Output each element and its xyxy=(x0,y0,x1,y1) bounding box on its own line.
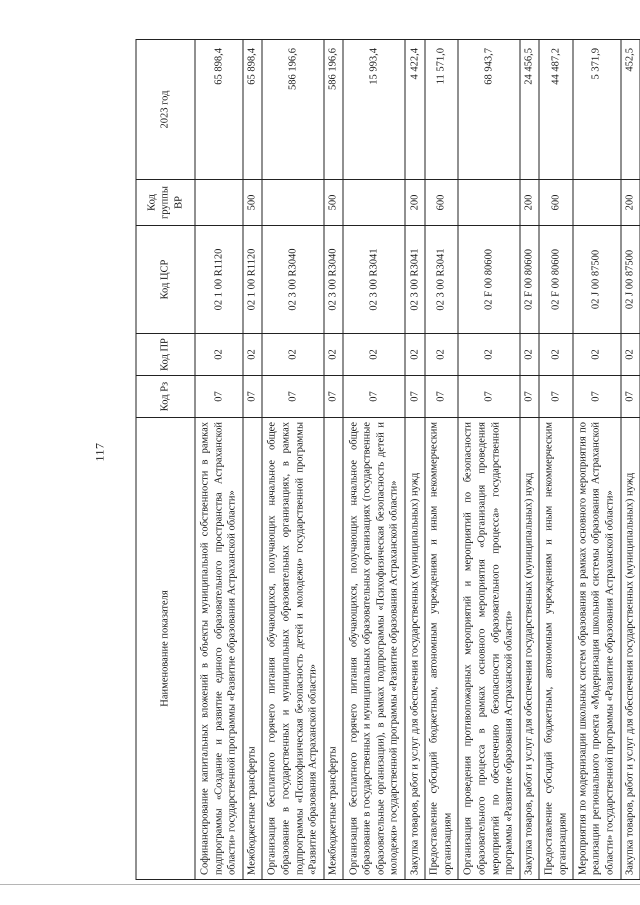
row-pr: 02 xyxy=(539,334,573,376)
row-amount: 5 371,9 xyxy=(573,40,621,180)
row-vr: 200 xyxy=(405,180,424,226)
row-amount: 586 196,6 xyxy=(262,40,324,180)
header-year: 2023 год xyxy=(136,40,195,180)
budget-table xyxy=(136,39,640,880)
row-amount: 68 943,7 xyxy=(458,40,520,180)
table-row xyxy=(458,40,520,880)
row-rz: 07 xyxy=(343,376,405,418)
page-number: 117 xyxy=(92,442,107,462)
row-pr: 02 xyxy=(458,334,520,376)
row-rz: 07 xyxy=(458,376,520,418)
table-row xyxy=(324,40,343,880)
table-row xyxy=(243,40,262,880)
scan-edge-line xyxy=(0,884,640,885)
row-name: Предоставление субсидий бюджетным, автономным учреждениям и иным некоммерческим организациям xyxy=(425,418,459,880)
row-rz: 07 xyxy=(195,376,243,418)
row-csr: 02 3 00 R3040 xyxy=(262,226,324,334)
row-vr: 200 xyxy=(621,180,640,226)
row-vr xyxy=(458,180,520,226)
row-name: Предоставление субсидий бюджетным, автономным учреждениям и иным некоммерческим организациям xyxy=(539,418,573,880)
row-rz: 07 xyxy=(520,376,539,418)
table-row xyxy=(621,40,640,880)
row-pr: 02 xyxy=(343,334,405,376)
table-row xyxy=(520,40,539,880)
header-rz: Код Рз xyxy=(136,376,195,418)
row-amount: 65 898,4 xyxy=(243,40,262,180)
row-amount: 24 456,5 xyxy=(520,40,539,180)
row-amount: 44 487,2 xyxy=(539,40,573,180)
row-name: Закупка товаров, работ и услуг для обеспечения государственных (муниципальных) нужд xyxy=(621,418,640,880)
row-amount: 65 898,4 xyxy=(195,40,243,180)
row-csr: 02 F 00 80600 xyxy=(458,226,520,334)
row-amount: 15 993,4 xyxy=(343,40,405,180)
row-name: Организация бесплатного горячего питания обучающихся, получающих начальное общее образование в государственных и муниципальных образовательных организациях, в рамках подпрограммы «Психофизическая безопасность детей и молодежи» государственной программы «Развитие образования Астраханской области» xyxy=(262,418,324,880)
row-pr: 02 xyxy=(621,334,640,376)
row-vr: 200 xyxy=(520,180,539,226)
row-pr: 02 xyxy=(405,334,424,376)
table-header-row xyxy=(136,40,195,880)
row-rz: 07 xyxy=(405,376,424,418)
row-amount: 452,5 xyxy=(621,40,640,180)
row-csr: 02 F 00 80600 xyxy=(520,226,539,334)
row-csr: 02 3 00 R3041 xyxy=(425,226,459,334)
row-name: Софинансирование капитальных вложений в объекты муниципальной собственности в рамках подпрограммы «Создание и развитие единого образовательного пространства Астраханской области» государственной программы «Развитие образования Астраханской области» xyxy=(195,418,243,880)
row-amount: 586 196,6 xyxy=(324,40,343,180)
table-row xyxy=(573,40,621,880)
row-csr: 02 1 00 R1120 xyxy=(195,226,243,334)
row-csr: 02 3 00 R3040 xyxy=(324,226,343,334)
table-row xyxy=(405,40,424,880)
row-name: Организация бесплатного горячего питания обучающихся, получающих начальное общее образование в государственных и муниципальных образовательных организациях (государственные образовательные организации), в рамках подпрограммы «Психофизическая безопасность детей и молодежи» государственной программы «Развитие образования Астраханской области» xyxy=(343,418,405,880)
table-row xyxy=(343,40,405,880)
row-amount: 4 422,4 xyxy=(405,40,424,180)
table-row xyxy=(539,40,573,880)
row-pr: 02 xyxy=(243,334,262,376)
row-name: Закупка товаров, работ и услуг для обеспечения государственных (муниципальных) нужд xyxy=(520,418,539,880)
row-rz: 07 xyxy=(621,376,640,418)
row-vr xyxy=(195,180,243,226)
header-name: Наименование показателя xyxy=(136,418,195,880)
row-rz: 07 xyxy=(539,376,573,418)
row-rz: 07 xyxy=(243,376,262,418)
row-name: Мероприятия по модернизации школьных систем образования в рамках основного мероприятия по реализации регионального проекта «Модернизация школьной системы образования Астраханской области» государственной программы «Развитие образования Астраханской области» xyxy=(573,418,621,880)
row-pr: 02 xyxy=(520,334,539,376)
row-pr: 02 xyxy=(425,334,459,376)
table-row xyxy=(262,40,324,880)
row-csr: 02 1 00 R1120 xyxy=(243,226,262,334)
table-row xyxy=(425,40,459,880)
row-pr: 02 xyxy=(262,334,324,376)
row-rz: 07 xyxy=(573,376,621,418)
row-csr: 02 3 00 R3041 xyxy=(343,226,405,334)
row-vr: 500 xyxy=(243,180,262,226)
row-csr: 02 3 00 R3041 xyxy=(405,226,424,334)
row-amount: 11 571,0 xyxy=(425,40,459,180)
row-vr xyxy=(262,180,324,226)
header-csr: Код ЦСР xyxy=(136,226,195,334)
row-name: Закупка товаров, работ и услуг для обеспечения государственных (муниципальных) нужд xyxy=(405,418,424,880)
row-name: Межбюджетные трансферты xyxy=(324,418,343,880)
header-pr: Код ПР xyxy=(136,334,195,376)
row-vr xyxy=(343,180,405,226)
row-csr: 02 J 00 87500 xyxy=(621,226,640,334)
row-rz: 07 xyxy=(324,376,343,418)
row-rz: 07 xyxy=(262,376,324,418)
row-vr xyxy=(573,180,621,226)
row-vr: 500 xyxy=(324,180,343,226)
row-pr: 02 xyxy=(324,334,343,376)
row-vr: 600 xyxy=(425,180,459,226)
rotated-table-wrapper xyxy=(136,40,640,880)
row-rz: 07 xyxy=(425,376,459,418)
row-name: Организация проведения противопожарных мероприятий и мероприятий по безопасности образовательного процесса в рамках основного мероприятия «Организация проведения мероприятий по обеспечению безопасности образовательного процесса» государственной программы «Развитие образования Астраханской области» xyxy=(458,418,520,880)
row-name: Межбюджетные трансферты xyxy=(243,418,262,880)
row-pr: 02 xyxy=(573,334,621,376)
row-pr: 02 xyxy=(195,334,243,376)
header-vr: Код группы ВР xyxy=(136,180,195,226)
row-csr: 02 J 00 87500 xyxy=(573,226,621,334)
row-csr: 02 F 00 80600 xyxy=(539,226,573,334)
row-vr: 600 xyxy=(539,180,573,226)
table-row xyxy=(195,40,243,880)
